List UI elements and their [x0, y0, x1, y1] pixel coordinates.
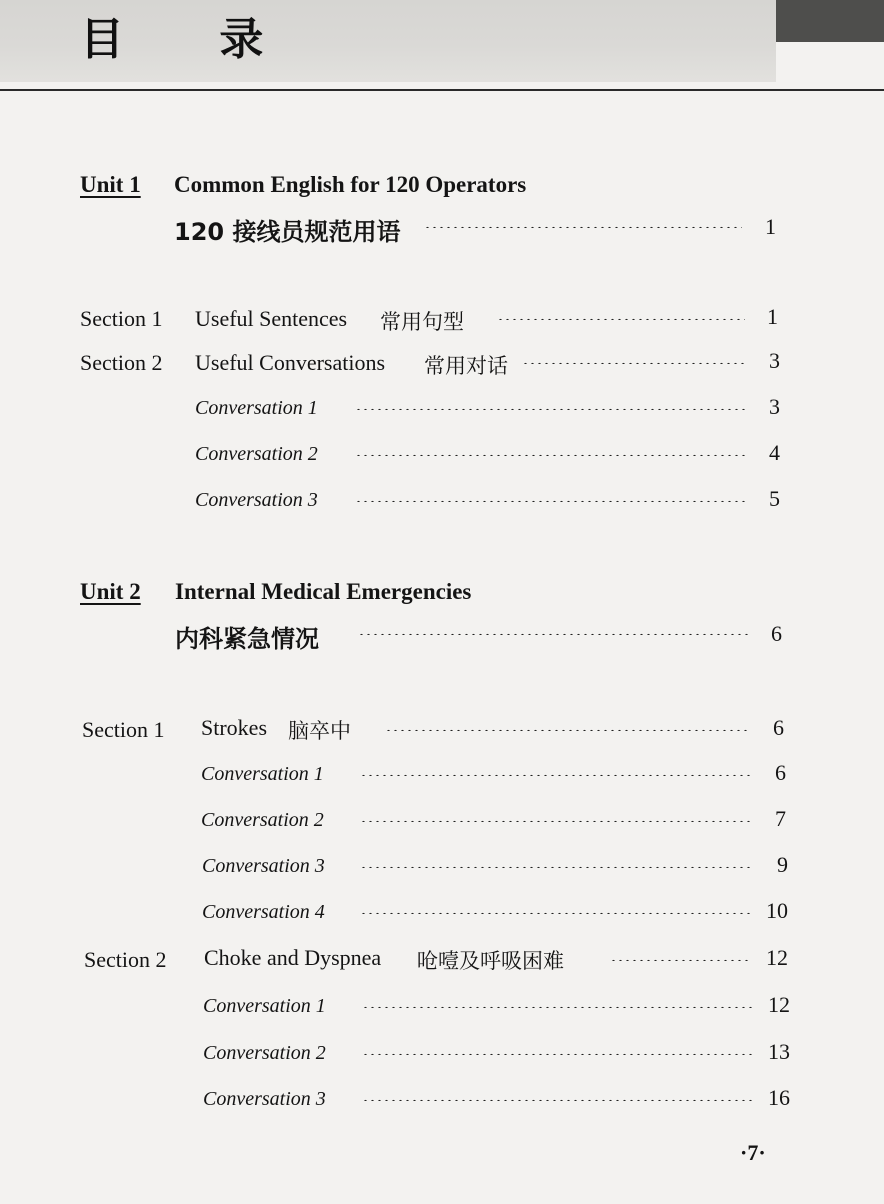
- dot-leader: [355, 408, 745, 410]
- conversation-row[interactable]: [0, 484, 884, 518]
- page-number: 10: [766, 898, 788, 923]
- page-number: 16: [768, 1085, 790, 1110]
- conversation-label: Conversation 4: [202, 901, 325, 923]
- conversation-label: Conversation 3: [202, 855, 325, 877]
- page-number: 4: [769, 440, 780, 465]
- header-corner-block: [776, 0, 884, 42]
- unit-subtitle-row[interactable]: [0, 210, 884, 244]
- unit-title-cn: 内科紧急情况: [175, 625, 319, 653]
- footer-page-number: ·7·: [740, 1140, 766, 1165]
- section-label: Section 2: [80, 350, 163, 375]
- page-number: 6: [773, 715, 784, 740]
- conversation-row[interactable]: [0, 896, 884, 930]
- unit-heading[interactable]: [0, 168, 884, 202]
- section-title: Useful Conversations: [195, 350, 386, 375]
- page-number: 6: [775, 760, 786, 785]
- conversation-label: Conversation 2: [201, 809, 324, 831]
- page-number: 1: [765, 214, 776, 239]
- page-number: 1: [767, 304, 778, 329]
- section-title-cn: 脑卒中: [288, 719, 351, 743]
- dot-leader: [385, 729, 749, 731]
- conversation-label: Conversation 2: [195, 443, 318, 465]
- dot-leader: [497, 318, 745, 320]
- conversation-row[interactable]: [0, 850, 884, 884]
- unit-title-en: Internal Medical Emergencies: [175, 579, 472, 604]
- section-title: Choke and Dyspnea: [204, 945, 382, 970]
- dot-leader: [362, 1053, 754, 1055]
- unit-label: Unit 2: [80, 579, 141, 604]
- header-rule: [0, 89, 884, 91]
- unit-subtitle-row[interactable]: [0, 617, 884, 651]
- section-title-cn: 常用对话: [424, 354, 508, 378]
- page-number: 3: [769, 348, 780, 373]
- dot-leader: [360, 774, 750, 776]
- dot-leader: [610, 959, 752, 961]
- section-row[interactable]: [0, 302, 884, 336]
- section-label: Section 2: [84, 947, 167, 972]
- dot-leader: [362, 1006, 754, 1008]
- section-title-cn: 呛噎及呼吸困难: [417, 949, 564, 973]
- page-number: 7: [775, 806, 786, 831]
- conversation-label: Conversation 1: [201, 763, 324, 785]
- conversation-row[interactable]: [0, 990, 884, 1024]
- conversation-row[interactable]: [0, 438, 884, 472]
- dot-leader: [355, 454, 745, 456]
- dot-leader: [362, 1099, 754, 1101]
- dot-leader: [358, 633, 748, 635]
- dot-leader: [360, 912, 752, 914]
- unit-title-en: Common English for 120 Operators: [174, 172, 527, 197]
- dot-leader: [355, 500, 745, 502]
- unit-heading[interactable]: [0, 575, 884, 609]
- section-row[interactable]: [0, 713, 884, 747]
- conversation-label: Conversation 3: [203, 1088, 326, 1110]
- conversation-label: Conversation 1: [203, 995, 326, 1017]
- unit-title-cn: 120 接线员规范用语: [174, 218, 401, 246]
- page-number: 13: [768, 1039, 790, 1064]
- section-label: Section 1: [80, 306, 163, 331]
- section-title: Useful Sentences: [195, 306, 348, 331]
- dot-leader: [360, 820, 750, 822]
- page-number: 6: [771, 621, 782, 646]
- section-row[interactable]: [0, 943, 884, 977]
- conversation-row[interactable]: [0, 804, 884, 838]
- page-number: 9: [777, 852, 788, 877]
- section-title: Strokes: [201, 715, 267, 740]
- section-label: Section 1: [82, 717, 165, 742]
- page-title: 目 录: [80, 14, 304, 65]
- page-number: 12: [766, 945, 788, 970]
- dot-leader: [424, 226, 742, 228]
- conversation-row[interactable]: [0, 758, 884, 792]
- page-number: 5: [769, 486, 780, 511]
- conversation-label: Conversation 1: [195, 397, 318, 419]
- page-number: 3: [769, 394, 780, 419]
- conversation-row[interactable]: [0, 1037, 884, 1071]
- dot-leader: [360, 866, 752, 868]
- conversation-label: Conversation 2: [203, 1042, 326, 1064]
- conversation-row[interactable]: [0, 1083, 884, 1117]
- conversation-row[interactable]: [0, 392, 884, 426]
- section-title-cn: 常用句型: [380, 310, 464, 334]
- conversation-label: Conversation 3: [195, 489, 318, 511]
- dot-leader: [522, 362, 744, 364]
- section-row[interactable]: [0, 346, 884, 380]
- unit-label: Unit 1: [80, 172, 141, 197]
- page-number: 12: [768, 992, 790, 1017]
